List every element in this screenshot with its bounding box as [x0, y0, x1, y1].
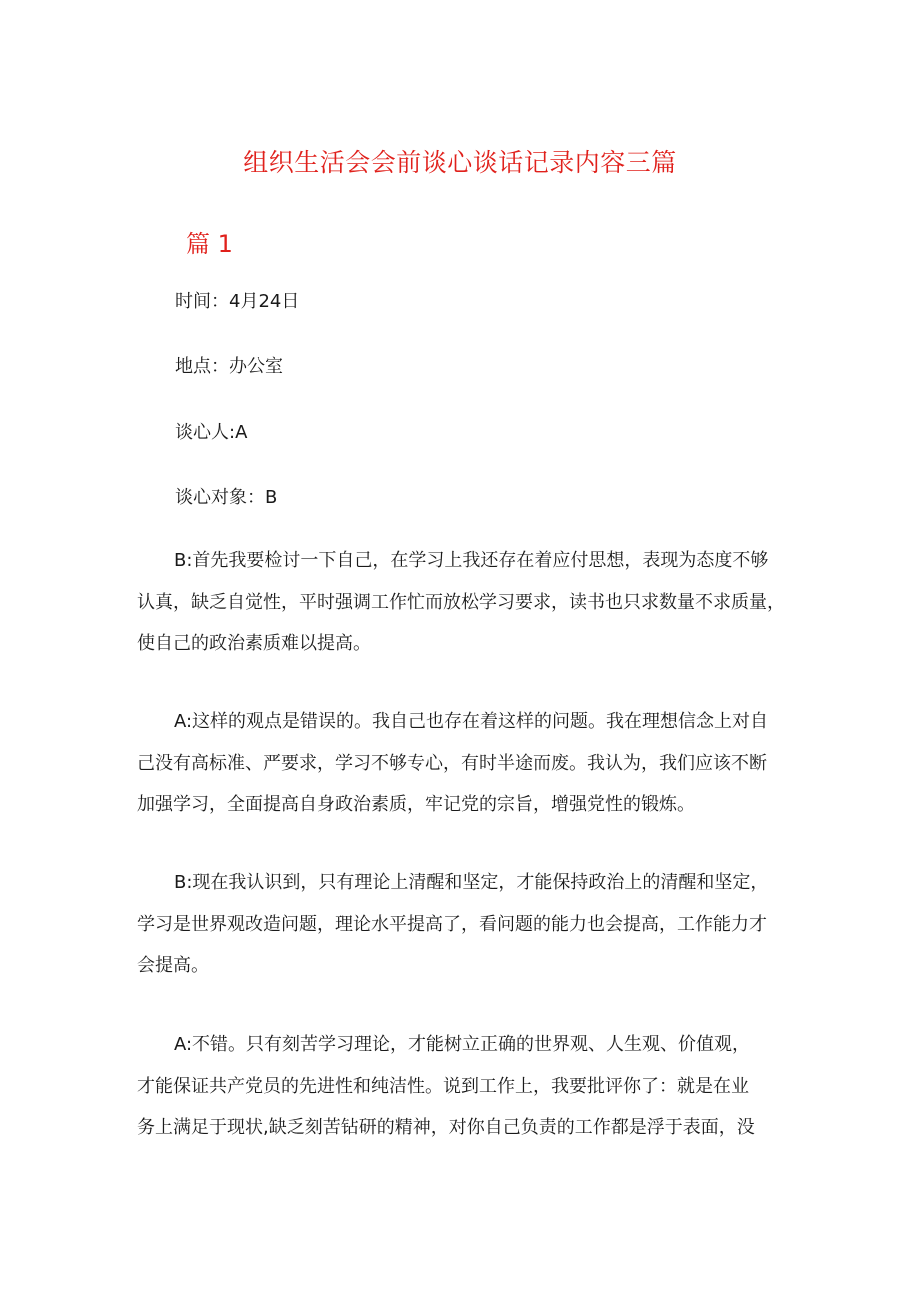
- meta-target: 谈心对象：B: [175, 487, 278, 508]
- paragraph: [137, 540, 802, 665]
- paragraph-line: B:现在我认识到，只有理论上清醒和坚定，才能保持政治上的清醒和坚定，: [174, 872, 769, 893]
- paragraph-line: 使自己的政治素质难以提高。: [137, 633, 371, 654]
- paragraph-line: 认真，缺乏自觉性，平时强调工作忙而放松学习要求，读书也只求数量不求质量，: [137, 591, 785, 613]
- paragraph-line: A:不错。只有刻苦学习理论，才能树立正确的世界观、人生观、价值观，: [174, 1034, 751, 1055]
- meta-time: 时间：4月24日: [175, 291, 300, 312]
- paragraph: [137, 1024, 802, 1149]
- document-title: 组织生活会会前谈心谈话记录内容三篇: [243, 148, 677, 177]
- paragraph-line: 会提高。: [137, 955, 209, 976]
- paragraph: [137, 701, 802, 826]
- paragraph-line: 才能保证共产党员的先进性和纯洁性。说到工作上，我要批评你了：就是在业: [137, 1075, 749, 1097]
- paragraph-line: 学习是世界观改造问题，理论水平提高了，看问题的能力也会提高，工作能力才: [137, 913, 767, 935]
- meta-place: 地点：办公室: [175, 356, 283, 377]
- paragraph-line: 加强学习，全面提高自身政治素质，牢记党的宗旨，增强党性的锻炼。: [137, 794, 695, 815]
- paragraph-line: 务上满足于现状,缺乏刻苦钻研的精神，对你自己负责的工作都是浮于表面，没: [137, 1117, 755, 1138]
- section-heading: 篇 1: [186, 230, 233, 258]
- paragraph-line: A:这样的观点是错误的。我自己也存在着这样的问题。我在理想信念上对自: [174, 711, 769, 732]
- paragraph-line: 己没有高标准、严要求，学习不够专心，有时半途而废。我认为，我们应该不断: [137, 752, 767, 774]
- paragraph-line: B:首先我要检讨一下自己，在学习上我还存在着应付思想，表现为态度不够: [174, 550, 769, 571]
- paragraph: [137, 862, 802, 987]
- meta-talker: 谈心人:A: [175, 422, 248, 443]
